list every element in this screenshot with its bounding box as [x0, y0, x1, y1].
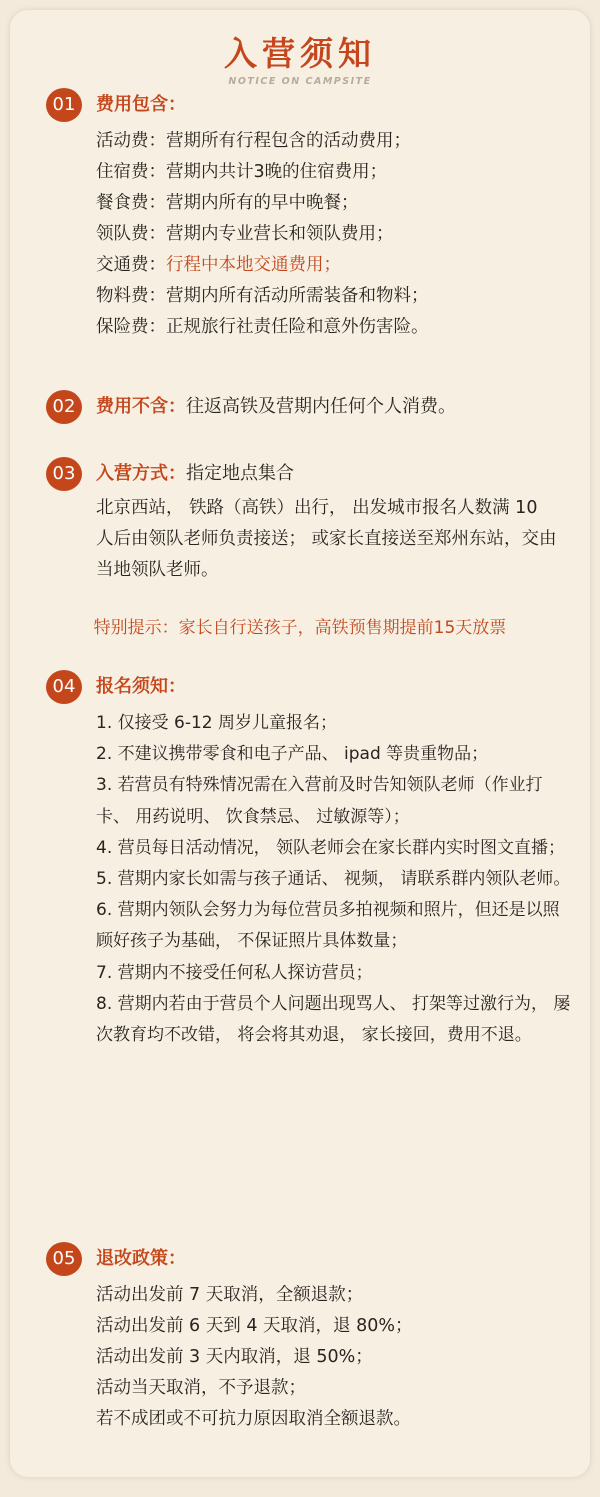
list-item	[96, 250, 578, 281]
fee-list	[38, 126, 578, 343]
list-item: 4. 营员每日活动情况， 领队老师会在家长群内实时图文直播；	[96, 837, 566, 858]
list-item: 餐食费：营期内所有的早中晚餐；	[96, 193, 359, 213]
list-item: 8. 营期内若由于营员个人问题出现骂人、 打架等过激行为， 屡次教育均不改错， 将会将其劝退， 家长接回，费用不退。	[96, 993, 571, 1046]
section-number-badge: 05	[46, 1242, 82, 1276]
list-item: 2. 不建议携带零食和电子产品、 ipad 等贵重物品；	[96, 744, 489, 765]
section-label: 入营方式：	[96, 463, 186, 484]
section-label: 费用包含：	[96, 94, 186, 115]
registration-list	[38, 708, 572, 1051]
section-label: 报名须知：	[96, 676, 186, 697]
notice-card	[10, 10, 590, 1477]
list-item: 7. 营期内不接受任何私人探访营员；	[96, 962, 373, 983]
list-item: 1. 仅接受 6-12 周岁儿童报名；	[96, 713, 338, 733]
list-item-label: 交通费：	[96, 255, 166, 275]
list-item: 住宿费：营期内共计3晚的住宿费用；	[96, 162, 388, 182]
list-item: 3. 若营员有特殊情况需在入营前及时告知领队老师（作业打卡、 用药说明、 饮食禁忌、 过敏源等）；	[96, 775, 543, 827]
list-item: 活动出发前 6 天到 4 天取消，退 80%；	[96, 1316, 413, 1336]
section-registration	[38, 670, 578, 1051]
section-arrival	[38, 457, 578, 586]
section-number-badge: 02	[46, 390, 82, 424]
section-number-badge: 03	[46, 457, 82, 491]
special-notice: 特别提示：家长自行送孩子，高铁预售期提前15天放票	[93, 618, 507, 638]
section-text: 指定地点集合	[186, 463, 294, 484]
section-header	[38, 670, 578, 704]
list-item: 活动当天取消，不予退款；	[96, 1378, 306, 1398]
section-header	[38, 457, 578, 491]
list-item: 活动费：营期所有行程包含的活动费用；	[96, 131, 411, 151]
section-header	[38, 390, 578, 424]
section-label: 退改政策：	[96, 1248, 186, 1269]
header	[10, 34, 590, 87]
section-number-badge: 04	[46, 670, 82, 704]
page-subtitle: NOTICE ON CAMPSITE	[228, 76, 372, 87]
list-item: 活动出发前 7 天取消，全额退款；	[96, 1285, 364, 1305]
list-item: 活动出发前 3 天内取消，退 50%；	[96, 1347, 373, 1367]
section-refund-policy	[38, 1242, 578, 1435]
section-number-badge: 01	[46, 88, 82, 122]
section-fees-excluded	[38, 390, 578, 424]
highlight-text: 行程中本地交通费用；	[166, 255, 341, 275]
section-fees-included	[38, 88, 578, 343]
section-header	[38, 1242, 578, 1276]
list-item: 5. 营期内家长如需与孩子通话、 视频， 请联系群内领队老师。	[96, 869, 571, 890]
arrival-description: 北京西站， 铁路（高铁）出行， 出发城市报名人数满 10 人后由领队老师负责接送； 或家长直接送至郑州东站，交由当地领队老师。	[96, 498, 557, 580]
page-title: 入营须知	[224, 34, 376, 73]
section-label: 费用不含：	[96, 396, 186, 417]
list-item: 领队费：营期内专业营长和领队费用；	[96, 224, 394, 244]
section-text: 往返高铁及营期内任何个人消费。	[186, 396, 456, 417]
refund-list	[38, 1280, 578, 1435]
list-item: 保险费：正规旅行社责任险和意外伤害险。	[96, 317, 429, 337]
list-item: 若不成团或不可抗力原因取消全额退款。	[96, 1409, 411, 1429]
section-header	[38, 88, 578, 122]
list-item: 6. 营期内领队会努力为每位营员多拍视频和照片，但还是以照顾好孩子为基础， 不保证照片具体数量；	[96, 900, 560, 952]
list-item: 物料费：营期内所有活动所需装备和物料；	[96, 286, 429, 306]
